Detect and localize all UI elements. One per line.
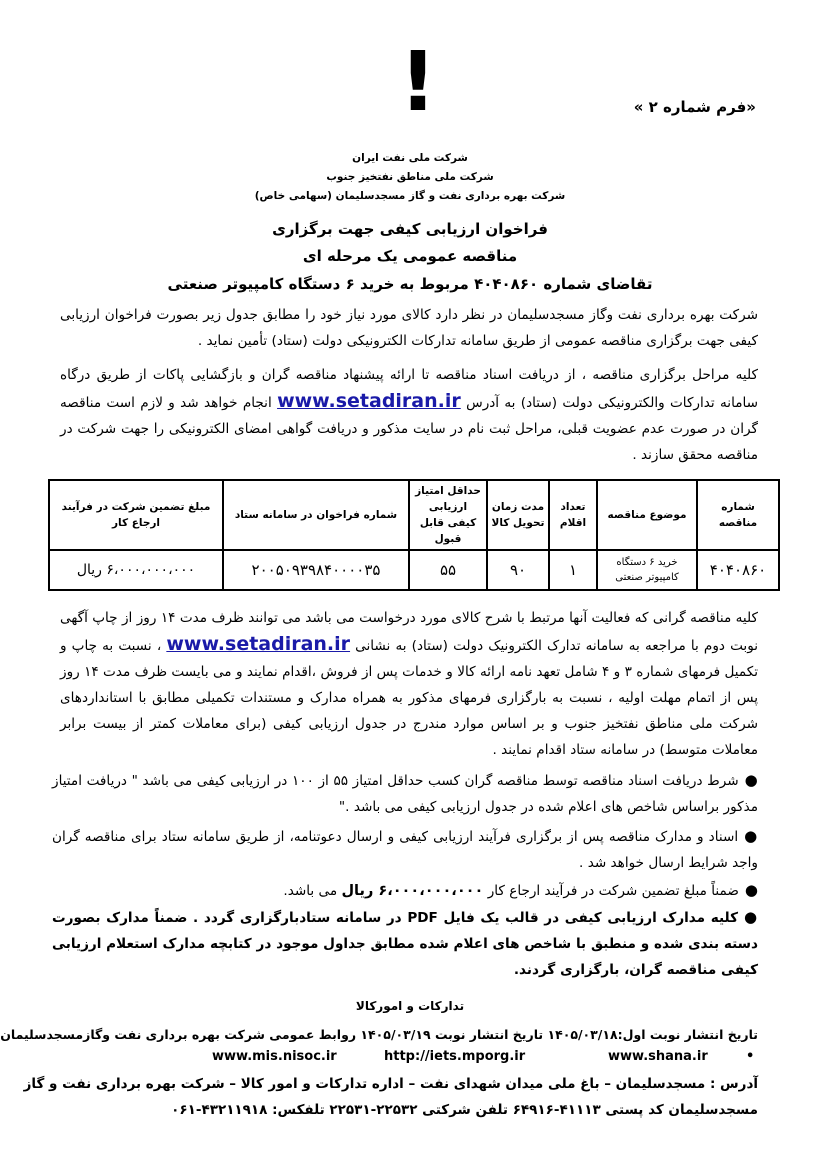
header-min-score: حداقل امتیاز ارزیابی کیفی قابل قبول	[409, 480, 487, 550]
header-tender-no: شماره مناقصه	[697, 480, 779, 550]
bullet-text-3c: می باشد.	[283, 883, 338, 899]
cell-call-no: ۲۰۰۵۰۹۳۹۸۴۰۰۰۰۳۵	[223, 550, 409, 590]
bullet-text-1: شرط دریافت اسناد مناقصه توسط مناقصه گران کسب حداقل امتیاز ۵۵ از ۱۰۰ در ارزیابی کیفی می باشد " دریافت امتیاز مذکور براساس شاخص های اعلام شده در جدول ارزیابی کیفی می باشد ."	[52, 773, 758, 815]
bullet-text-3-amount: ۶،۰۰۰،۰۰۰،۰۰۰ ریال	[341, 883, 484, 899]
footer-address-1: آدرس : مسجدسلیمان – باغ ملی میدان شهدای نفت – اداره تدارکات و امور کالا – شرکت بهره برداری نفت و گاز	[23, 1076, 758, 1092]
bullet-icon: ●	[743, 908, 758, 926]
bullet-icon: •	[746, 1049, 755, 1064]
cell-min-score: ۵۵	[409, 550, 487, 590]
table-header-row	[49, 480, 779, 550]
title-line-2: مناقصه عمومی یک مرحله ای	[302, 247, 518, 265]
table-row	[49, 550, 779, 590]
body-paragraph	[60, 605, 758, 763]
link-mis[interactable]: www.mis.nisoc.ir	[212, 1049, 337, 1064]
footer-title: تدارکات و امورکالا	[355, 999, 465, 1013]
link-shana[interactable]: www.shana.ir	[608, 1049, 708, 1064]
body-paragraph-start: کلیه مناقصه گرانی که فعالیت آنها مرتبط با شرح کالای مورد درخواست می باشد می توانند ظرف مدت ۱۴ روز از چاپ آگهی نوبت دوم با مراجعه به سامانه تدارک الکترونیک دولت (ستاد) به نشانی	[60, 610, 759, 654]
tender-table	[48, 479, 780, 591]
setadiran-link[interactable]: www.setadiran.ir	[277, 390, 461, 412]
link-iets[interactable]: http://iets.mporg.ir	[384, 1049, 526, 1064]
list-item	[52, 767, 758, 820]
header-subject: موضوع مناقصه	[597, 480, 697, 550]
title-line-1: فراخوان ارزیابی کیفی جهت برگزاری	[272, 220, 548, 238]
bullet-icon: ●	[744, 881, 758, 899]
footer-dates: تاریخ انتشار نوبت اول:۱۴۰۵/۰۳/۱۸ تاریخ انتشار نوبت ۱۴۰۵/۰۳/۱۹ روابط عمومی شرکت بهره برداری نفت وگازمسجدسلیمان	[0, 1027, 758, 1042]
title-line-3: تقاضای شماره ۴۰۴۰۸۶۰ مربوط به خرید ۶ دستگاه کامپیوتر صنعتی	[167, 275, 653, 293]
bullet-text-3a: ضمناً مبلغ تضمین شرکت در فرآیند ارجاع کار	[487, 883, 739, 899]
header-guarantee: مبلغ تضمین شرکت در فرآیند ارجاع کار	[49, 480, 223, 550]
list-item	[52, 823, 758, 876]
intro-paragraph-2-end: انجام خواهد شد و لازم است مناقصه گران در صورت عدم عضویت قبلی، مراحل ثبت نام در سایت مذکور و دریافت گواهی امضای الکترونیکی را جهت شرکت در مناقصه محقق سازند .	[60, 395, 758, 463]
company-line-2: شرکت ملی مناطق نفتخیز جنوب	[326, 171, 494, 183]
header-call-no: شماره فراخوان در سامانه ستاد	[223, 480, 409, 550]
form-number: «فرم شماره ۲ »	[633, 98, 756, 116]
cell-qty: ۱	[549, 550, 597, 590]
intro-paragraph-2-start: کلیه مراحل برگزاری مناقصه ، از دریافت اسناد مناقصه تا ارائه پیشنهاد مناقصه گران و بازگشایی پاکات از طریق درگاه سامانه تدارکات والکترونیکی دولت (ستاد) به آدرس	[60, 367, 759, 411]
cell-subject: خرید ۶ دستگاه کامپیوتر صنعتی	[597, 550, 697, 590]
list-item	[52, 904, 758, 983]
header-qty: تعداد اقلام	[549, 480, 597, 550]
cell-delivery: ۹۰	[487, 550, 549, 590]
list-item	[52, 877, 758, 904]
bullet-text-4: کلیه مدارک ارزیابی کیفی در قالب یک فایل PDF در سامانه ستادبارگزاری گردد . ضمناً مدارک بصورت دسته بندی شده و منطبق با شاخص های اعلام شده مطابق جداول موجود در کتابچه مدارک استعلام ارزیابی کیفی مناقصه گران، بارگزاری گردند.	[52, 910, 758, 978]
bullet-text-2: اسناد و مدارک مناقصه پس از برگزاری فرآیند ارزیابی کیفی و ارسال دعوتنامه، از طریق سامانه ستاد برای مناقصه گران واجد شرایط ارسال خواهد شد .	[52, 829, 758, 871]
bullet-icon: ●	[744, 771, 758, 789]
footer-address-2: مسجدسلیمان کد پستی ۴۱۱۱۳-۶۴۹۱۶ تلفن شرکتی ۲۲۵۳۲-۲۲۵۳۱ تلفکس: ۴۳۲۱۱۹۱۸-۰۶۱	[171, 1102, 758, 1118]
bullet-icon: ●	[744, 827, 758, 845]
exclamation-mark: !	[399, 35, 437, 130]
company-line-1: شرکت ملی نفت ایران	[352, 152, 468, 164]
body-paragraph-end: ، نسبت به چاپ و تکمیل فرمهای شماره ۳ و ۴ شامل تعهد نامه ارائه کالا و خدمات پس از فروش ،اقدام نمایند و می بایست ظرف مدت ۱۴ روز پس از اتمام مهلت اولیه ، نسبت به بارگزاری فرمهای مذکور به همراه مدارک و مستندات تکمیلی مطابق با استانداردهای شرکت ملی مناطق نفتخیز جنوب و بر اساس موارد مندرج در جدول ارزیابی کیفی (برای معاملات کمتر از بیست برابر معاملات متوسط) در سامانه ستاد اقدام نمایند .	[60, 638, 759, 758]
company-line-3: شرکت بهره برداری نفت و گاز مسجدسلیمان (سهامی خاص)	[254, 190, 566, 202]
setadiran-link-2[interactable]: www.setadiran.ir	[166, 633, 351, 655]
header-delivery: مدت زمان تحویل کالا	[487, 480, 549, 550]
intro-paragraph-2	[60, 362, 758, 468]
cell-guarantee: ۶،۰۰۰،۰۰۰،۰۰۰ ریال	[49, 550, 223, 590]
cell-tender-no: ۴۰۴۰۸۶۰	[697, 550, 779, 590]
intro-paragraph-1: شرکت بهره برداری نفت وگاز مسجدسلیمان در نظر دارد کالای مورد نیاز خود را مطابق جدول زیر بصورت فراخوان ارزیابی کیفی جهت برگزاری مناقصه عمومی از طریق سامانه تدارکات الکترونیکی دولت (ستاد) تأمین نماید .	[60, 307, 758, 349]
